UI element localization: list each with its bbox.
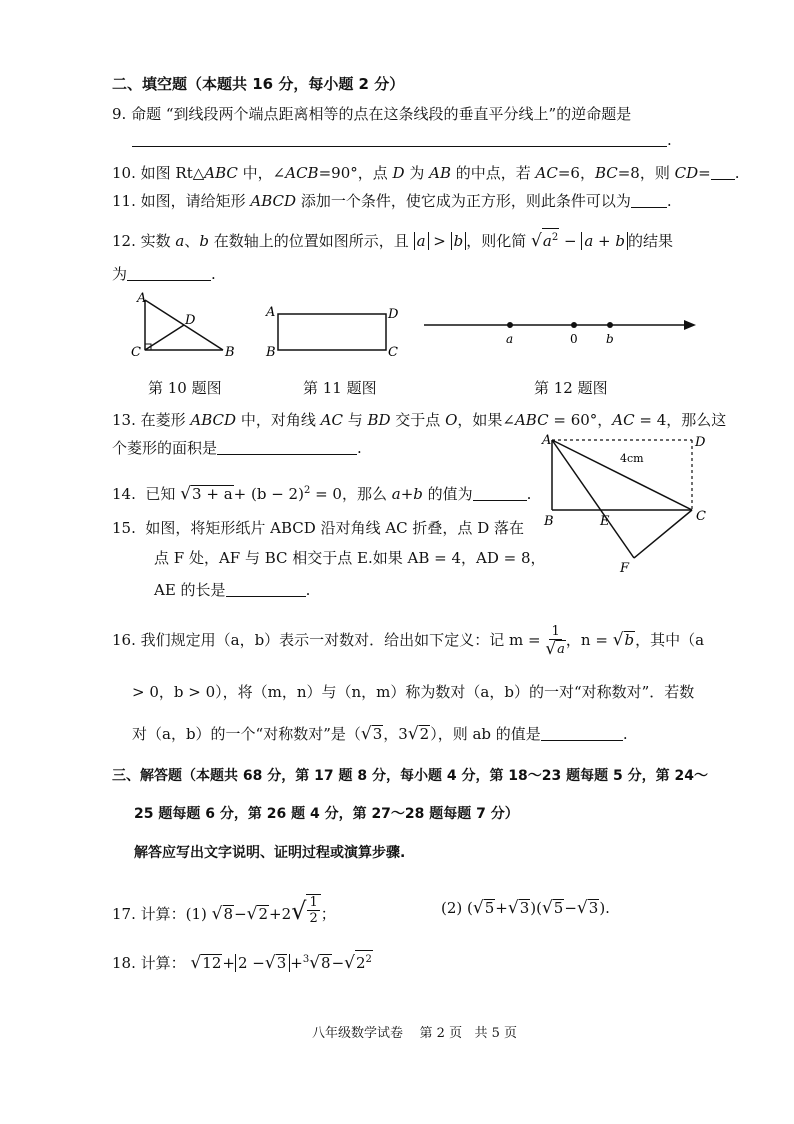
label-A: A (542, 433, 552, 448)
question-number: 11. (112, 192, 136, 210)
footer-page: 第 2 页 (419, 1026, 463, 1041)
section-3-title: 三、解答题（本题共 68 分，第 17 题 8 分，每小题 4 分，第 18～23 题每题 5 分，第 24～ (112, 768, 708, 784)
sqrt-3: √ 3 (507, 898, 530, 918)
question-16 (112, 624, 704, 658)
section-3-title-2: 25 题每题 6 分，第 26 题 4 分，第 27～28 题每题 7 分） (134, 806, 519, 822)
q11-text: . (666, 192, 672, 210)
question-number: 13. (112, 411, 136, 429)
q12-text: 为 (112, 265, 128, 283)
q10-text: =6， (557, 164, 595, 182)
q16-text: 我们规定用（a，b）表示一对数对．给出如下定义：记 m = (140, 631, 541, 649)
q10-text: = (698, 164, 711, 182)
q15-text: 如图，将矩形纸片 ABCD 沿对角线 AC 折叠，点 D 落在 (145, 519, 524, 537)
label-C: C (131, 345, 141, 360)
question-13-line-2 (112, 438, 362, 458)
question-11 (112, 191, 672, 211)
sqrt-3: √ 3 (576, 898, 599, 918)
sqrt-2: √ 2 (246, 904, 269, 924)
q12-var: b (199, 232, 209, 250)
q10-text: =90°，点 (318, 164, 393, 182)
sqrt-3: √ 3 (360, 724, 383, 744)
label-zero: 0 (570, 332, 578, 346)
question-number: 12. (112, 232, 136, 250)
q15-text: . (305, 581, 311, 599)
q16-text: > 0，b > 0），将（m，n）与（n，m）称为数对（a，b）的一对“对称数对”．若数 (132, 683, 695, 701)
q14-text: . (526, 485, 532, 503)
question-number: 16. (112, 631, 136, 649)
question-number: 18. (112, 954, 136, 972)
q12-var: a (175, 232, 185, 250)
q13-text: ，如果∠ (457, 411, 515, 429)
fold-note: 4cm (620, 452, 644, 465)
question-18: 18. 计算： √ 12 + 2 − √ 3 +$^3$ √ 8 − √ $2^2$ (112, 950, 373, 973)
q10-answer-blank[interactable] (711, 165, 735, 180)
q13-answer-blank[interactable] (217, 440, 357, 455)
figure-11-rectangle (262, 300, 412, 362)
q14-text: = 0，那么 (310, 485, 392, 503)
abs-inequality: a > b (414, 232, 467, 250)
section-2-title: 二、填空题（本题共 16 分，每小题 2 分） (112, 75, 405, 93)
sqrt-12: √ 12 (190, 953, 222, 973)
label-D: D (185, 313, 196, 328)
q10-text: 的中点，若 (450, 164, 536, 182)
q16-text: ，3 (383, 725, 408, 743)
question-number: 9. (112, 105, 127, 123)
question-number: 17. (112, 905, 136, 923)
label-A: A (266, 305, 276, 320)
q13-var: O (445, 411, 458, 429)
q13-text: 交于点 (390, 411, 446, 429)
label-D: D (695, 435, 706, 450)
q10-text: =8，则 (617, 164, 675, 182)
q10-var: BC (594, 164, 618, 182)
q13-text: 在菱形 (140, 411, 191, 429)
figure-11-caption: 第 11 题图 (303, 379, 377, 397)
sqrt-5: √ 5 (472, 898, 495, 918)
footer-title: 八年级数学试卷 (312, 1026, 404, 1041)
question-15 (112, 518, 524, 538)
question-number: 10. (112, 164, 136, 182)
cube-root-8: √ 8 (309, 953, 331, 973)
q13-var: AC (320, 411, 343, 429)
label-b: b (606, 332, 614, 346)
q14-answer-blank[interactable] (473, 486, 527, 501)
label-a: a (506, 332, 514, 346)
sqrt-b: √ b (612, 630, 635, 650)
q17-text: 计算：(1) (140, 905, 207, 923)
q17-text: (2) (441, 899, 463, 917)
question-9-text: 命题 “到线段两个端点距离相等的点在这条线段的垂直平分线上”的逆命题是 (131, 105, 632, 123)
q11-var: ABCD (250, 192, 297, 210)
q16-text: ，其中（a (635, 631, 705, 649)
q10-var: D (392, 164, 405, 182)
question-13 (112, 410, 726, 430)
q14-exponent: 2 (303, 485, 311, 496)
q12-text: . (211, 265, 216, 283)
q14-var: a (391, 485, 401, 503)
q10-var: AB (429, 164, 451, 182)
sqrt-3-plus-a: √ 3 + a (180, 484, 233, 504)
sqrt-2-squared: √ $2^2$ (344, 950, 373, 972)
footer-total: 共 5 页 (474, 1026, 518, 1041)
q10-var: AC (535, 164, 558, 182)
question-17 (112, 894, 336, 928)
label-A: A (137, 291, 147, 306)
label-C: C (388, 345, 398, 360)
q18-text: 计算： (140, 954, 186, 972)
q16-text: 对（a，b）的一个“对称数对”是（ (132, 725, 361, 743)
section-3-note: 解答应写出文字说明、证明过程或演算步骤. (134, 845, 406, 861)
q10-text: . (734, 164, 740, 182)
q15-text: 点 F 处，AF 与 BC 相交于点 E.如果 AB = 4，AD = 8， (154, 549, 546, 567)
sqrt-8: √ 8 (211, 904, 234, 924)
q13-var: BD (367, 411, 391, 429)
q10-text: 中，∠ (237, 164, 286, 182)
figure-10-caption: 第 10 题图 (148, 379, 222, 397)
q13-var: ABCD (190, 411, 237, 429)
label-F: F (620, 561, 630, 576)
q13-text: 中，对角线 (236, 411, 321, 429)
q13-var: ABC (514, 411, 549, 429)
q14-text: 的值为 (422, 485, 473, 503)
q15-answer-blank[interactable] (226, 582, 306, 597)
label-C: C (696, 509, 706, 524)
q12-text: 在数轴上的位置如图所示，且 (209, 232, 409, 250)
label-D: D (388, 307, 399, 322)
q14-var: b (413, 485, 423, 503)
q16-text: ，n = (565, 631, 608, 649)
q16-text: . (622, 725, 628, 743)
q10-var: ACB (285, 164, 319, 182)
q17-text: − (234, 905, 247, 923)
q12-text: ，则化简 (466, 232, 527, 250)
q13-text: = 4，那么这 (634, 411, 727, 429)
q17-text: ； (320, 905, 336, 923)
q11-text: 添加一个条件，使它成为正方形，则此条件可以为 (296, 192, 631, 210)
q16-answer-blank[interactable] (541, 726, 623, 741)
q13-var: AC (612, 411, 635, 429)
figure-15-folded-rectangle (530, 428, 730, 576)
label-B: B (544, 514, 554, 529)
figure-12-caption: 第 12 题图 (534, 379, 608, 397)
q13-text: 与 (342, 411, 368, 429)
question-16-line-3 (132, 724, 628, 744)
q13-text: 个菱形的面积是 (112, 439, 218, 457)
fraction-1-over-sqrt-a: 1 √ a (545, 624, 565, 659)
label-B: B (266, 345, 276, 360)
label-B: B (225, 345, 235, 360)
abs-a-plus-b: a + b (581, 232, 628, 250)
q10-var: ABC (204, 164, 238, 182)
sqrt-one-half: √ $\frac{1}{2}$ (291, 894, 321, 926)
question-9-answer-blank[interactable]: . (132, 130, 672, 150)
figure-12-number-line (420, 310, 700, 350)
q11-text: 如图，请给矩形 (140, 192, 251, 210)
question-12-line-2 (112, 264, 216, 284)
q11-answer-blank[interactable] (631, 193, 667, 208)
sqrt-2: √ 2 (407, 724, 430, 744)
q14-text: + (b − 2) (233, 485, 304, 503)
question-14 (112, 481, 531, 504)
figure-10-triangle (125, 288, 245, 366)
q10-text: 为 (404, 164, 430, 182)
question-12: 12. 实数 a、b 在数轴上的位置如图所示，且 a > b ，则化简 √ $a^2$ − a + b 的结果 (112, 228, 673, 251)
cube-root-index: 3 (302, 954, 310, 965)
q12-text: 实数 (140, 232, 176, 250)
q14-text: + (400, 485, 414, 503)
q16-text: ），则 ab 的值是 (430, 725, 541, 743)
abs-2-minus-sqrt-3: 2 − √ 3 (235, 954, 290, 972)
q17-text: +2 (269, 905, 292, 923)
q10-text: 如图 Rt△ (140, 164, 205, 182)
page-footer (312, 1024, 517, 1044)
question-17-part-2: (2) ( √ 5 + √ 3 )( √ 5 − √ 3 ). (441, 898, 610, 918)
question-number: 14. (112, 485, 136, 503)
question-9 (112, 104, 631, 124)
q13-text: = 60°， (548, 411, 613, 429)
question-15-line-3 (154, 580, 310, 600)
sqrt-5: √ 5 (541, 898, 564, 918)
label-E: E (600, 514, 610, 529)
q12-text: 、 (184, 232, 200, 250)
q12-text: 的结果 (627, 232, 673, 250)
sqrt-a-squared: √ $a^2$ (531, 228, 559, 250)
question-number: 15. (112, 519, 136, 537)
q14-text: 已知 (145, 485, 176, 503)
q10-var: CD (674, 164, 699, 182)
q12-answer-blank[interactable] (127, 266, 211, 281)
q15-text: AE 的长是 (154, 581, 226, 599)
q13-text: . (357, 439, 362, 457)
question-10 (112, 163, 740, 183)
